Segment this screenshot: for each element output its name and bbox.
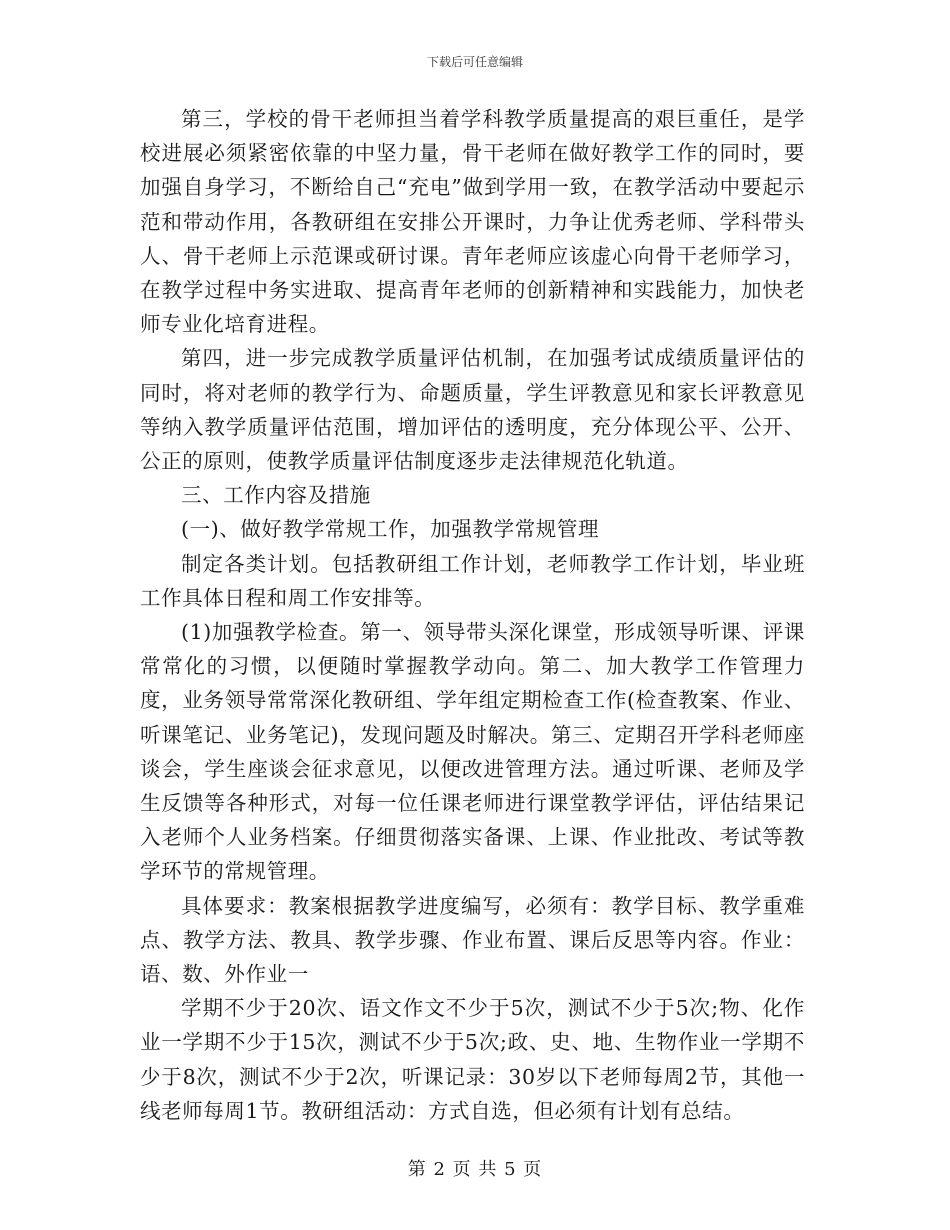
page-header: 下载后可任意编辑 — [426, 55, 523, 69]
subsection-heading-teaching-routine: (一)、做好教学常规工作，加强教学常规管理 — [181, 517, 600, 542]
paragraph-teaching-inspection: (1)加强教学检查。第一、领导带头深化课堂，形成领导听课、评课常常化的习惯，以便随时掌握教学动向。第二、加大教学工作管理力度，业务领导常常深化教研组、学年组定期检查工作(检查教案、作业、听课笔记、业务笔记)，发现问题及时解决。第三、定期召开学科老师座谈会，学生座谈会征求意见，以便改进管理方法。通过听课、老师及学生反馈等各种形式，对每一位任课老师进行课堂教学评估，评估结果记入老师个人业务档案。仔细贯彻落实备课、上课、作业批改、考试等教学环节的常规管理。 — [140, 620, 805, 884]
document-body — [140, 102, 805, 1128]
paragraph-backbone-teachers: 第三，学校的骨干老师担当着学科教学质量提高的艰巨重任，是学校进展必须紧密依靠的中坚力量，骨干老师在做好教学工作的同时，要加强自身学习，不断给自己“充电”做到学用一致，在教学活动中要起示范和带动作用，各教研组在安排公开课时，力争让优秀老师、学科带头人、骨干老师上示范课或研讨课。青年老师应该虚心向骨干老师学习，在教学过程中务实进取、提高青年老师的创新精神和实践能力，加快老师专业化培育进程。 — [140, 107, 805, 337]
paragraph-homework-requirements: 学期不少于20次、语文作文不少于5次，测试不少于5次;物、化作业一学期不少于15次，测试不少于5次;政、史、地、生物作业一学期不少于8次，测试不少于2次，听课记录：30岁以下老师每周2节，其他一线老师每周1节。教研组活动：方式自选，但必须有计划有总结。 — [140, 996, 805, 1123]
section-heading-work-content: 三、工作内容及措施 — [181, 483, 371, 508]
paragraph-specific-requirements: 具体要求：教案根据教学进度编写，必须有：教学目标、教学重难点、教学方法、教具、教学步骤、作业布置、课后反思等内容。作业：语、数、外作业一 — [140, 893, 805, 987]
page-number-footer: 第 2 页 共 5 页 — [407, 1159, 543, 1180]
paragraph-plans: 制定各类计划。包括教研组工作计划，老师教学工作计划，毕业班工作具体日程和周工作安排等。 — [140, 551, 805, 610]
paragraph-quality-evaluation: 第四，进一步完成教学质量评估机制，在加强考试成绩质量评估的同时，将对老师的教学行为、命题质量，学生评教意见和家长评教意见等纳入教学质量评估范围，增加评估的透明度，充分体现公平、公开、公正的原则，使教学质量评估制度逐步走法律规范化轨道。 — [140, 346, 805, 474]
